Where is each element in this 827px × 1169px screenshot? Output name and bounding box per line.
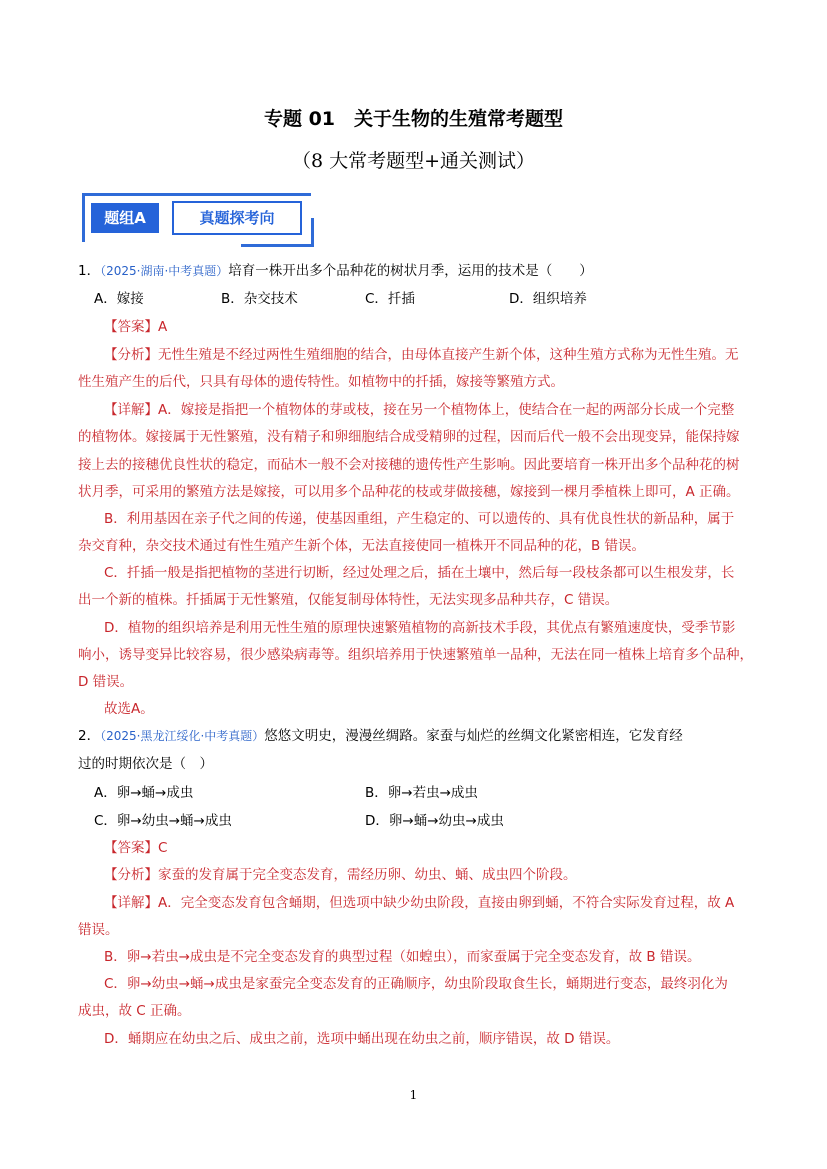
analysis-line: 【分析】无性生殖是不经过两性生殖细胞的结合，由母体直接产生新个体，这种生殖方式称为无性生殖。无 xyxy=(104,347,739,363)
detail-line: 状月季，可采用的繁殖方法是嫁接，可以用多个品种花的枝或芽做接穗，嫁接到一棵月季植株上即可，A 正确。 xyxy=(78,484,740,500)
question-2-stem xyxy=(78,726,683,746)
answer: 【答案】A xyxy=(104,319,168,335)
group-a-tag: 题组A xyxy=(91,203,159,233)
answer: 【答案】C xyxy=(104,840,168,856)
question-text: 培育一株开出多个品种花的树状月季，运用的技术是（ ） xyxy=(228,263,593,279)
option-d: D．卵→蛹→幼虫→成虫 xyxy=(365,813,504,829)
question-number: 1． xyxy=(78,263,101,279)
analysis-line: 【分析】家蚕的发育属于完全变态发育，需经历卵、幼虫、蛹、成虫四个阶段。 xyxy=(104,867,577,883)
option-b: B．卵→若虫→成虫 xyxy=(365,785,478,801)
option-a: A．卵→蛹→成虫 xyxy=(94,785,194,801)
choose-line: 故选A。 xyxy=(104,701,154,717)
detail-line: 接上去的接穗优良性状的稳定，而砧木一般不会对接穗的遗传性产生影响。因此要培育一株开出多个品种花的树 xyxy=(78,457,740,473)
detail-line: D．蛹期应在幼虫之后、成虫之前，选项中蛹出现在幼虫之前，顺序错误，故 D 错误。 xyxy=(104,1031,620,1047)
question-source: （2025·黑龙江绥化·中考真题） xyxy=(100,729,265,743)
detail-line: D．植物的组织培养是利用无性生殖的原理快速繁殖植物的高新技术手段，其优点有繁殖速度快，受季节影 xyxy=(104,620,736,636)
detail-line: C．卵→幼虫→蛹→成虫是家蚕完全变态发育的正确顺序，幼虫阶段取食生长，蛹期进行变态，最终羽化为 xyxy=(104,976,728,992)
question-source: （2025·湖南·中考真题） xyxy=(100,264,229,278)
page-title: 专题 01 关于生物的生殖常考题型 xyxy=(263,108,564,130)
option-b: B．杂交技术 xyxy=(221,291,298,307)
detail-line: D 错误。 xyxy=(78,674,134,690)
option-c: C．扦插 xyxy=(365,291,415,307)
option-d: D．组织培养 xyxy=(509,291,587,307)
detail-line: C．扦插一般是指把植物的茎进行切断，经过处理之后，插在土壤中，然后每一段枝条都可以生根发芽，长 xyxy=(104,565,735,581)
detail-line: 的植物体。嫁接属于无性繁殖，没有精子和卵细胞结合成受精卵的过程，因而后代一般不会出现变异，能保持嫁 xyxy=(78,429,740,445)
page-subtitle: （8 大常考题型+通关测试） xyxy=(291,150,536,172)
option-c: C．卵→幼虫→蛹→成虫 xyxy=(94,813,232,829)
detail-line: B．卵→若虫→成虫是不完全变态发育的典型过程（如蝗虫），而家蚕属于完全变态发育，故 B 错误。 xyxy=(104,949,701,965)
real-exam-tag: 真题探考向 xyxy=(172,201,302,235)
detail-line: 【详解】A．嫁接是指把一个植物体的芽或枝，接在另一个植物体上，使结合在一起的两部分长成一个完整 xyxy=(104,402,735,418)
question-text: 悠悠文明史，漫漫丝绸路。家蚕与灿烂的丝绸文化紧密相连，它发育经 xyxy=(264,728,683,744)
option-a: A．嫁接 xyxy=(94,291,144,307)
question-number: 2． xyxy=(78,728,101,744)
page-number: 1 xyxy=(409,1088,418,1102)
detail-line: 【详解】A．完全变态发育包含蛹期，但选项中缺少幼虫阶段，直接由卵到蛹，不符合实际发育过程，故 A xyxy=(104,895,735,911)
detail-line: 出一个新的植株。扦插属于无性繁殖，仅能复制母体特性，无法实现多品种共存，C 错误。 xyxy=(78,592,619,608)
question-1-stem xyxy=(78,261,593,281)
detail-line: 杂交育种，杂交技术通过有性生殖产生新个体，无法直接使同一植株开不同品种的花，B 错误。 xyxy=(78,538,646,554)
question-text: 过的时期依次是（ ） xyxy=(78,756,213,772)
detail-line: 响小，诱导变异比较容易，很少感染病毒等。组织培养用于快速繁殖单一品种，无法在同一植株上培育多个品种， xyxy=(78,647,753,663)
analysis-line: 性生殖产生的后代，只具有母体的遗传特性。如植物中的扦插，嫁接等繁殖方式。 xyxy=(78,374,564,390)
detail-line: B．利用基因在亲子代之间的传递，使基因重组，产生稳定的、可以遗传的、具有优良性状的新品种，属于 xyxy=(104,511,735,527)
detail-line: 成虫，故 C 正确。 xyxy=(78,1003,191,1019)
section-banner xyxy=(82,193,314,247)
detail-line: 错误。 xyxy=(78,922,119,938)
